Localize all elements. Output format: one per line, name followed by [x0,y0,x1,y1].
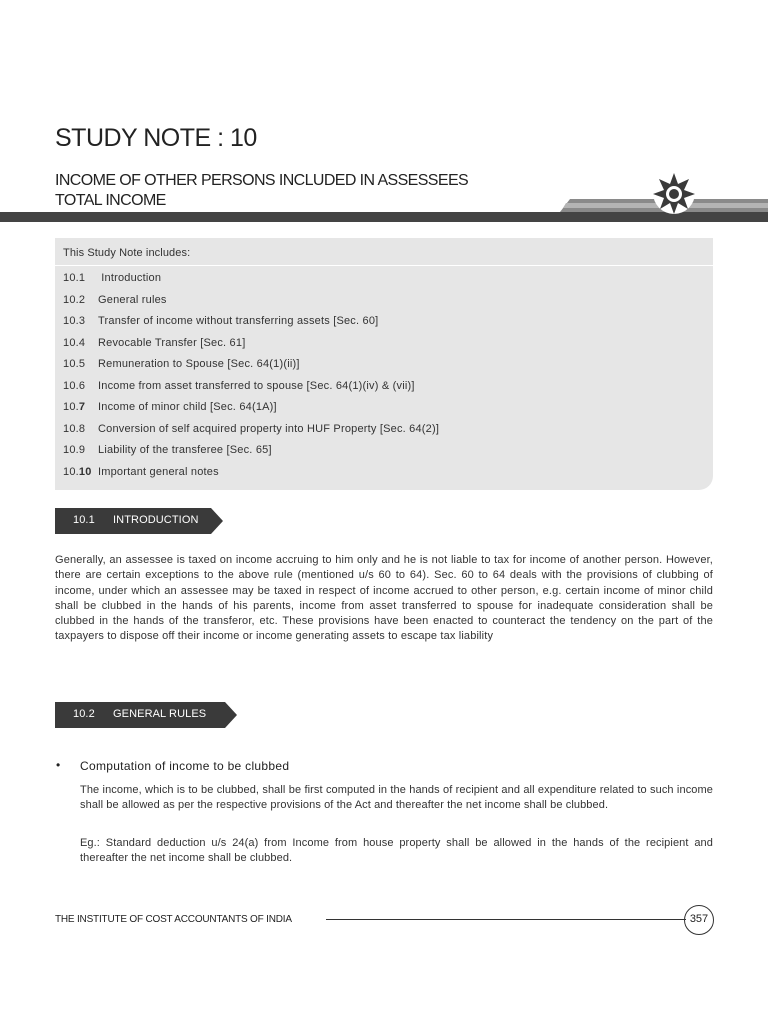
contents-item-number: 10.3 [63,315,86,327]
section-heading-general-rules [55,702,245,728]
contents-item-number: 10.2 [63,293,86,306]
contents-item-number: 10.1 [63,272,86,284]
contents-item-number: 10.9 [63,444,86,456]
contents-item [63,401,439,423]
standard-deduction-example-paragraph: Eg.: Standard deduction u/s 24(a) from Income from house property shall be allowed in the hands of the recipient and thereafter the net income shall be clubbed. [80,837,713,865]
contents-list [63,272,439,487]
contents-item [63,294,439,316]
contents-item-label: Remuneration to Spouse [Sec. 64(1)(ii)] [98,358,300,370]
contents-item [63,380,439,402]
contents-item-label: Introduction [98,272,162,284]
contents-item-number: 10.7 [63,401,86,413]
contents-item-number: 10.5 [63,358,86,370]
contents-item-number: 10.8 [63,422,86,435]
contents-item-label: Revocable Transfer [Sec. 61] [98,336,246,349]
contents-item-number: 10.10 [63,465,92,478]
section-number: 10.2 [73,708,95,720]
section-title: GENERAL RULES [113,708,207,720]
contents-item [63,272,439,294]
institute-star-emblem-icon [651,170,697,216]
contents-item-label: General rules [98,293,167,306]
bullet-marker: • [56,758,61,772]
section-heading-introduction [55,508,245,534]
contents-heading: This Study Note includes: [63,247,191,259]
footer-rule [326,919,686,920]
contents-item-number: 10.4 [63,336,86,349]
introduction-paragraph: Generally, an assessee is taxed on income accruing to him only and he is not liable to tax for income of another person. However, there are certain exceptions to the above rule (mentioned u/s 60 to 64). Sec. 60 to 64 deals with the provisions of clubbing of income, under which an assessee may be taxed in respect of income accrued to other person, e.g. certain income of minor child shall be clubbed in the hands of his parents, income from asset transferred to spouse for inadequate consideration shall be clubbed in the hands of the transferor, etc. These provisions have been enacted to counteract the tendency on the part of the taxpayers to dispose off their income or income generating assets to escape tax liability [55,554,713,643]
study-note-contents-box [55,238,713,490]
contents-item [63,466,439,488]
contents-item-label: Income of minor child [Sec. 64(1A)] [98,401,277,413]
contents-item [63,444,439,466]
page-number: 357 [684,905,714,935]
contents-item [63,423,439,445]
footer-institute-name: THE INSTITUTE OF COST ACCOUNTANTS OF INDIA [55,914,292,925]
contents-item-label: Important general notes [98,465,219,478]
contents-item [63,358,439,380]
chapter-title-line-1: INCOME OF OTHER PERSONS INCLUDED IN ASSESSEES [55,172,469,189]
clubbing-computation-paragraph: The income, which is to be clubbed, shall be first computed in the hands of recipient and all expenditure related to such income shall be allowed as per the respective provisions of the Act and thereafter the net income shall be clubbed. [80,784,713,812]
section-number: 10.1 [73,514,95,526]
study-note-title: STUDY NOTE : 10 [55,124,257,152]
bullet-heading: Computation of income to be clubbed [80,759,290,773]
contents-item-label: Conversion of self acquired property into HUF Property [Sec. 64(2)] [98,422,440,435]
contents-item [63,337,439,359]
section-title: INTRODUCTION [113,514,199,526]
contents-item [63,315,439,337]
contents-divider [55,265,713,266]
contents-item-label: Income from asset transferred to spouse [Sec. 64(1)(iv) & (vii)] [98,379,415,392]
contents-item-label: Transfer of income without transferring assets [Sec. 60] [98,315,379,327]
contents-item-number: 10.6 [63,379,86,392]
chapter-title-line-2: TOTAL INCOME [55,192,166,209]
contents-item-label: Liability of the transferee [Sec. 65] [98,444,272,456]
